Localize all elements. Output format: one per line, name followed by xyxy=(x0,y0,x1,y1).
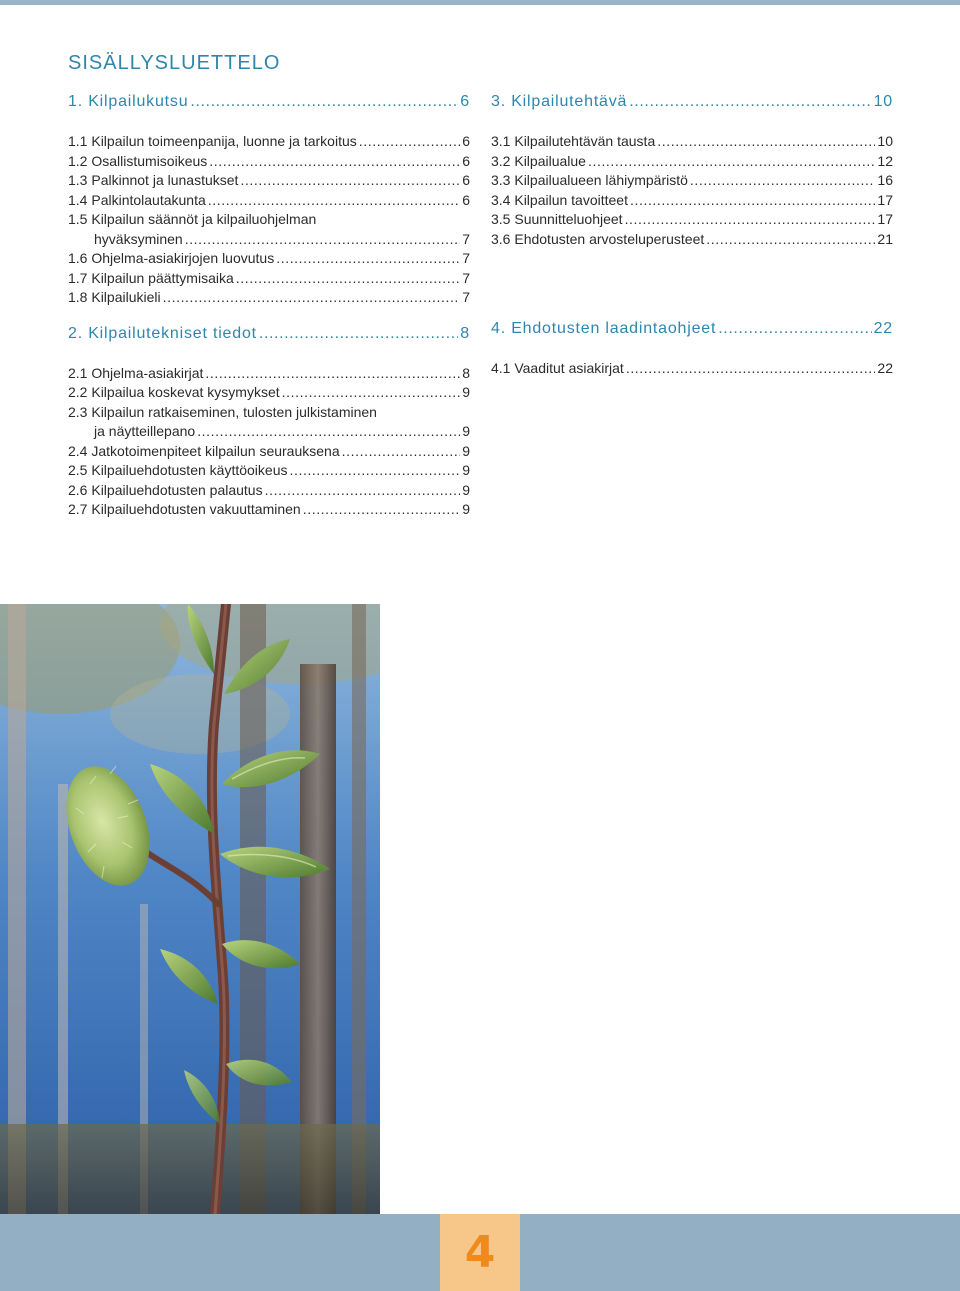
dot-leader xyxy=(259,325,458,343)
dot-leader xyxy=(588,153,875,169)
dot-leader xyxy=(190,93,458,111)
toc-item[interactable]: 2.2 Kilpailua koskevat kysymykset ..... 9 xyxy=(68,384,470,404)
page-ref: 8 xyxy=(462,364,470,381)
toc-item[interactable]: 2.6 Kilpailuehdotusten palautus ..... 9 xyxy=(68,482,470,502)
page-ref: 16 xyxy=(877,172,893,188)
dot-leader xyxy=(209,153,460,169)
page-ref: 7 xyxy=(462,230,470,247)
toc-item[interactable]: 1.1 Kilpailun toimeenpanija, luonne ja tarkoitus ..... 6 xyxy=(68,133,470,153)
dot-leader xyxy=(236,270,460,286)
toc-item[interactable]: 3.6 Ehdotusten arvosteluperusteet ..... 21 xyxy=(491,231,893,251)
page-ref: 9 xyxy=(462,423,470,439)
toc-item-continuation: ja näytteillepano ..... 9 xyxy=(68,423,470,443)
page-number: 4 xyxy=(464,1227,496,1278)
toc-section-heading[interactable]: 2. Kilpailutekniset tiedot ..... 8 xyxy=(68,325,470,349)
page-ref: 6 xyxy=(462,172,470,188)
dot-leader xyxy=(718,320,871,338)
toc-item[interactable]: 2.7 Kilpailuehdotusten vakuuttaminen ..... 9 xyxy=(68,501,470,521)
page-ref: 6 xyxy=(462,133,470,149)
dot-leader xyxy=(276,250,460,266)
page-ref: 10 xyxy=(873,93,893,110)
toc-item[interactable]: 1.7 Kilpailun päättymisaika ..... 7 xyxy=(68,270,470,290)
toc-section-heading[interactable]: 1. Kilpailukutsu ..... 6 xyxy=(68,93,470,117)
toc-item-list xyxy=(491,133,893,250)
page-ref: 9 xyxy=(462,481,470,498)
willow-catkin-photo xyxy=(0,604,380,1214)
toc-item[interactable]: 3.5 Suunnitteluohjeet ..... 17 xyxy=(491,211,893,231)
dot-leader xyxy=(629,93,871,111)
toc-item[interactable]: 4.1 Vaaditut asiakirjat ..... 22 xyxy=(491,360,893,380)
page-ref: 7 xyxy=(462,269,470,286)
dot-leader xyxy=(240,172,460,188)
dot-leader xyxy=(657,133,875,149)
dot-leader xyxy=(265,482,461,498)
toc-item[interactable]: 2.3 Kilpailun ratkaiseminen, tulosten julkistaminen ja näytteillepano ..... 9 xyxy=(68,404,470,443)
dot-leader xyxy=(706,231,875,247)
page-ref: 6 xyxy=(462,152,470,169)
toc-item-continuation: hyväksyminen ..... 7 xyxy=(68,231,470,251)
page-ref: 22 xyxy=(877,360,893,376)
page-ref: 6 xyxy=(462,191,470,208)
toc-item[interactable]: 1.5 Kilpailun säännöt ja kilpailuohjelman hyväksyminen ..... 7 xyxy=(68,211,470,250)
toc-left-column xyxy=(68,93,470,521)
dot-leader xyxy=(625,211,876,227)
dot-leader xyxy=(626,360,876,376)
dot-leader xyxy=(289,462,460,478)
page-ref: 9 xyxy=(462,462,470,478)
toc-item[interactable]: 1.2 Osallistumisoikeus ..... 6 xyxy=(68,153,470,173)
page-ref: 22 xyxy=(873,320,893,337)
toc-item[interactable]: 1.6 Ohjelma-asiakirjojen luovutus ..... 7 xyxy=(68,250,470,270)
toc-item[interactable]: 3.2 Kilpailualue ..... 12 xyxy=(491,153,893,173)
top-rule xyxy=(0,0,960,5)
toc-item[interactable]: 1.4 Palkintolautakunta ..... 6 xyxy=(68,192,470,212)
toc-section-heading[interactable]: 4. Ehdotusten laadintaohjeet ..... 22 xyxy=(491,320,893,344)
page-ref: 9 xyxy=(462,501,470,517)
toc-item[interactable]: 3.3 Kilpailualueen lähiympäristö ..... 16 xyxy=(491,172,893,192)
toc-item[interactable]: 3.1 Kilpailutehtävän tausta ..... 10 xyxy=(491,133,893,153)
toc-item[interactable]: 2.5 Kilpailuehdotusten käyttöoikeus ..... 9 xyxy=(68,462,470,482)
dot-leader xyxy=(359,133,460,149)
toc-item[interactable]: 2.1 Ohjelma-asiakirjat ..... 8 xyxy=(68,365,470,385)
page-ref: 8 xyxy=(460,324,470,342)
toc-item[interactable]: 1.8 Kilpailukieli ..... 7 xyxy=(68,289,470,309)
dot-leader xyxy=(342,443,461,459)
toc-item[interactable]: 3.4 Kilpailun tavoitteet ..... 17 xyxy=(491,192,893,212)
page-number-box xyxy=(440,1214,520,1291)
dot-leader xyxy=(630,192,875,208)
toc-right-column xyxy=(491,93,893,380)
dot-leader xyxy=(303,501,460,517)
dot-leader xyxy=(208,192,460,208)
page-ref: 21 xyxy=(877,230,893,247)
toc-item-list xyxy=(491,360,893,380)
toc-title: SISÄLLYSLUETTELO xyxy=(68,52,281,74)
toc-item[interactable]: 2.4 Jatkotoimenpiteet kilpailun seurauksena ..... 9 xyxy=(68,443,470,463)
dot-leader xyxy=(185,231,461,247)
toc-item[interactable]: 1.3 Palkinnot ja lunastukset ..... 6 xyxy=(68,172,470,192)
page-ref: 7 xyxy=(462,289,470,305)
dot-leader xyxy=(163,289,461,305)
page-ref: 7 xyxy=(462,250,470,266)
page-ref: 12 xyxy=(877,152,893,169)
page-ref: 9 xyxy=(462,384,470,400)
toc-section-heading[interactable]: 3. Kilpailutehtävä ..... 10 xyxy=(491,93,893,117)
page-ref: 6 xyxy=(460,93,470,110)
toc-item-list xyxy=(68,133,470,309)
dot-leader xyxy=(282,384,461,400)
page-ref: 17 xyxy=(877,191,893,208)
page-ref: 9 xyxy=(462,442,470,459)
dot-leader xyxy=(690,172,876,188)
page-ref: 10 xyxy=(877,133,893,149)
dot-leader xyxy=(197,423,460,439)
toc-item-list xyxy=(68,365,470,521)
page-ref: 17 xyxy=(877,211,893,227)
dot-leader xyxy=(205,365,460,381)
